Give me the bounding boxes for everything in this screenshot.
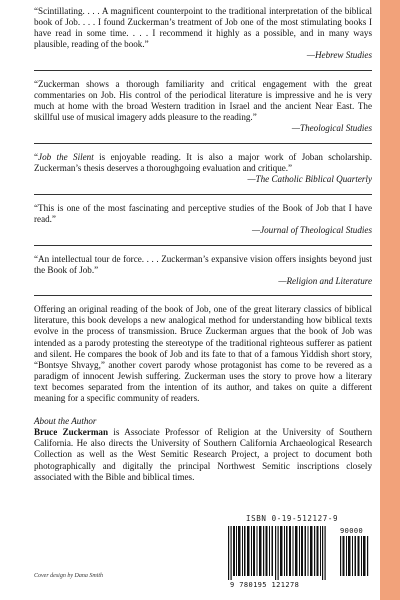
- review-attribution: —Theological Studies: [291, 123, 372, 134]
- back-cover-text: [34, 6, 372, 483]
- review-quote: “An intellectual tour de force. . . . Zuckerman’s expansive vision offers insights beyond just the Book of Job.”: [34, 253, 372, 275]
- review-quote-open: “: [34, 151, 39, 162]
- divider: [34, 70, 372, 71]
- review-quote: “Zuckerman shows a thorough familiarity and critical engagement with the great commentaries on Job. His control of the periodical literature is impressive and he is very much at home with the broad Western tradition in Israel and the ancient Near East. The skillful use of musical imagery adds pleasure to the reading.”: [34, 78, 372, 123]
- barcode-addon-number: 90000: [340, 527, 364, 535]
- review-attribution: —Journal of Theological Studies: [252, 224, 372, 235]
- barcode: [222, 526, 372, 592]
- review-attribution: —The Catholic Biblical Quarterly: [247, 174, 372, 185]
- divider: [34, 143, 372, 144]
- review-catholic-biblical-quarterly: [34, 152, 372, 185]
- barcode-number: 9 780195 121278: [230, 581, 300, 589]
- isbn-label: ISBN 0-19-512127-9: [246, 514, 339, 523]
- author-bio: is Associate Professor of Religion at the University of Southern California. He also directs the University of Southern California Archaeological Research Collection as well as the West Semitic Research Project, a project to document both photographically and digitally the principal Northwest Semitic inscriptions closely associated with the Bible and biblical times.: [34, 427, 373, 482]
- divider: [34, 295, 372, 296]
- review-theological-studies: [34, 79, 372, 134]
- author-name: Bruce Zuckerman: [34, 427, 109, 438]
- review-religion-literature: [34, 254, 372, 287]
- about-author-text: [34, 427, 372, 482]
- book-title: Job the Silent: [38, 151, 94, 162]
- about-author-heading: About the Author: [34, 416, 97, 427]
- review-attribution: —Religion and Literature: [278, 275, 372, 286]
- divider: [34, 245, 372, 246]
- review-quote: “This is one of the most fascinating and perceptive studies of the Book of Job that I have read.”: [34, 202, 372, 224]
- review-journal-theological-studies: [34, 203, 372, 236]
- book-summary: Offering an original reading of the book of Job, one of the great literary classics of biblical literature, this book develops a new analogical method for understanding how biblical texts evolve in the process of transmission. Bruce Zuckerman argues that the book of Job was intended as a parody protesting the stereotype of the traditional righteous sufferer as patient and silent. He compares the book of Job and its fate to that of a famous Yiddish short story, “Bontsye Shvayg,” another covert parody whose protagonist has come to be revered as a paradigm of innocent Jewish suffering. Zuckerman uses the story to prove how a literary text becomes separated from the intention of its author, and takes on quite a different meaning for a specific community of readers.: [34, 304, 372, 404]
- review-hebrew-studies: [34, 6, 372, 61]
- review-quote: is enjoyable reading. It is also a major work of Joban scholarship. Zuckerman’s thesis deserves a thoroughgoing evaluation and critique.”: [34, 151, 372, 174]
- side-color-stripe: [380, 0, 400, 600]
- review-attribution: —Hebrew Studies: [306, 50, 372, 61]
- cover-design-credit: Cover design by Dana Smith: [34, 573, 103, 579]
- review-quote: “Scintillating. . . . A magnificent counterpoint to the traditional interpretation of the biblical book of Job. . . . I found Zuckerman’s treatment of Job one of the most stimulating books I have read in some time. . . . I recommend it highly as a possible, and in many ways plausible, reading of the book.”: [34, 6, 372, 50]
- divider: [34, 194, 372, 195]
